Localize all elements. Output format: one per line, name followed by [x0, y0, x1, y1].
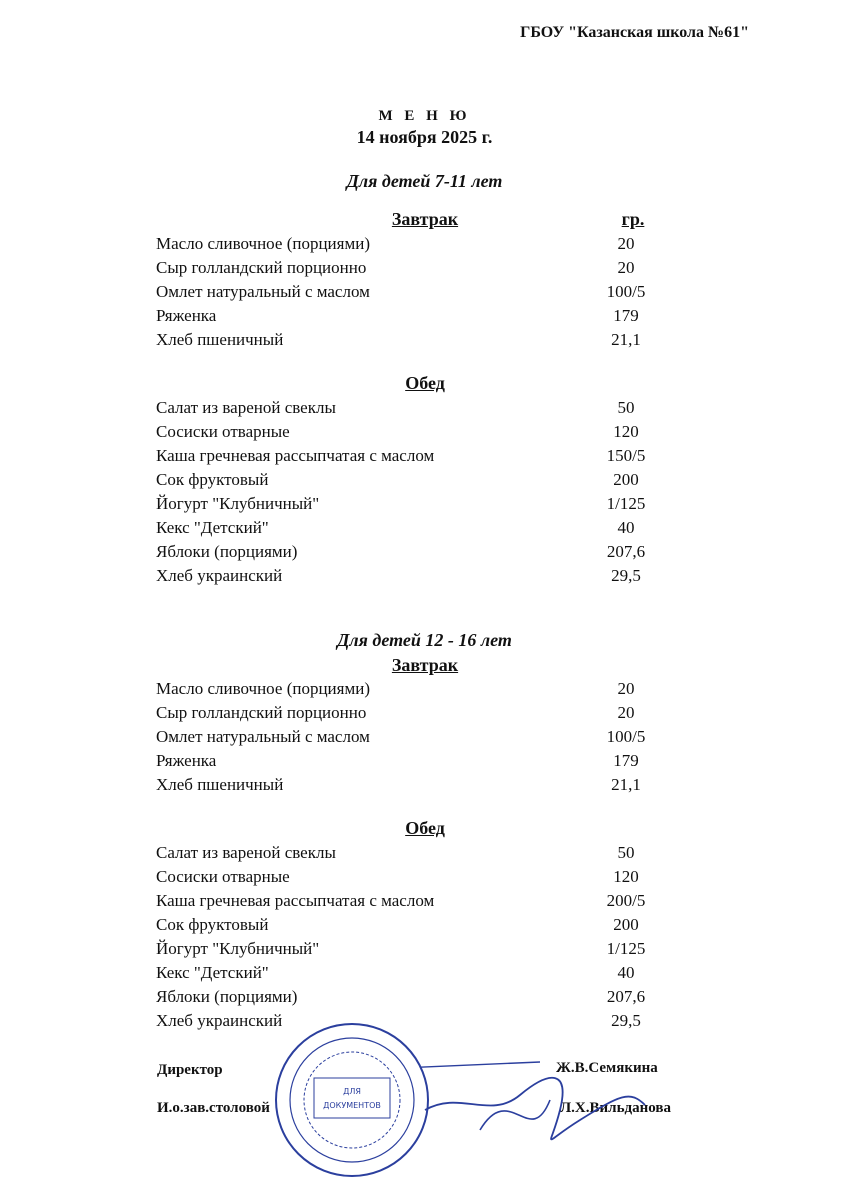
dish-name: Масло сливочное (порциями) — [156, 679, 370, 698]
dish-name: Хлеб пшеничный — [156, 775, 284, 794]
meal-list — [156, 396, 676, 588]
stamp-outer-ring — [276, 1024, 428, 1176]
dish-name: Кекс "Детский" — [156, 518, 269, 537]
director-name: Ж.В.Семякина — [556, 1060, 658, 1076]
menu-row — [156, 444, 676, 468]
dish-qty: 29,5 — [611, 566, 641, 585]
menu-row — [156, 725, 676, 749]
dish-qty: 21,1 — [611, 775, 641, 794]
menu-row — [156, 516, 676, 540]
menu-row — [156, 232, 676, 256]
menu-title: М Е Н Ю — [378, 108, 471, 124]
menu-row — [156, 280, 676, 304]
stamp-inner-ring — [304, 1052, 400, 1148]
menu-row — [156, 304, 676, 328]
dish-qty: 207,6 — [606, 542, 646, 561]
dish-name: Каша гречневая рассыпчатая с маслом — [156, 446, 435, 465]
menu-row — [156, 913, 676, 937]
meal-list — [156, 841, 676, 1033]
dish-qty: 50 — [617, 398, 635, 417]
dish-qty: 40 — [617, 963, 635, 982]
signature-stroke — [420, 1062, 540, 1068]
dish-qty: 200/5 — [606, 891, 646, 910]
dish-qty: 40 — [617, 518, 635, 537]
dish-qty: 20 — [617, 258, 635, 277]
menu-row — [156, 328, 676, 352]
dish-name: Сосиски отварные — [156, 867, 290, 886]
dish-name: Ряженка — [156, 751, 217, 770]
menu-row — [156, 540, 676, 564]
dish-qty: 120 — [613, 867, 639, 886]
dish-name: Салат из вареной свеклы — [156, 398, 336, 417]
dish-qty: 1/125 — [606, 939, 646, 958]
dish-name: Масло сливочное (порциями) — [156, 234, 370, 253]
dish-qty: 20 — [617, 679, 635, 698]
canteen-head-label: И.о.зав.столовой — [157, 1100, 270, 1116]
dish-qty: 100/5 — [606, 282, 646, 301]
menu-row — [156, 985, 676, 1009]
dish-qty: 207,6 — [606, 987, 646, 1006]
signature-stroke — [425, 1078, 645, 1140]
dish-name: Хлеб украинский — [156, 1011, 283, 1030]
dish-qty: 50 — [617, 843, 635, 862]
dish-name: Хлеб пшеничный — [156, 330, 284, 349]
dish-name: Омлет натуральный с маслом — [156, 282, 370, 301]
dish-qty: 100/5 — [606, 727, 646, 746]
meal-list — [156, 677, 676, 797]
dish-name: Яблоки (порциями) — [156, 542, 298, 561]
dish-name: Йогурт "Клубничный" — [156, 494, 320, 513]
dish-name: Яблоки (порциями) — [156, 987, 298, 1006]
menu-row — [156, 468, 676, 492]
dish-name: Омлет натуральный с маслом — [156, 727, 370, 746]
meal-heading-breakfast: Завтрак — [391, 655, 459, 675]
stamp-middle-ring — [290, 1038, 414, 1162]
dish-name: Ряженка — [156, 306, 217, 325]
age-group-heading: Для детей 12 - 16 лет — [337, 630, 512, 650]
menu-row — [156, 961, 676, 985]
dish-qty: 20 — [617, 234, 635, 253]
dish-qty: 1/125 — [606, 494, 646, 513]
signature-stroke — [480, 1100, 550, 1130]
menu-row — [156, 420, 676, 444]
dish-name: Сосиски отварные — [156, 422, 290, 441]
meal-heading-lunch: Обед — [405, 373, 445, 393]
menu-row — [156, 677, 676, 701]
menu-row — [156, 256, 676, 280]
meal-heading-lunch: Обед — [405, 818, 445, 838]
stamp-center-box — [314, 1078, 390, 1118]
dish-name: Хлеб украинский — [156, 566, 283, 585]
stamp-text: ДЛЯ — [343, 1087, 361, 1096]
menu-row — [156, 889, 676, 913]
dish-qty: 179 — [613, 306, 639, 325]
menu-row — [156, 937, 676, 961]
dish-name: Сыр голландский порционно — [156, 703, 367, 722]
dish-qty: 21,1 — [611, 330, 641, 349]
stamp-text: ДОКУМЕНТОВ — [323, 1101, 381, 1110]
menu-row — [156, 701, 676, 725]
dish-qty: 200 — [613, 470, 639, 489]
dish-name: Кекс "Детский" — [156, 963, 269, 982]
menu-row — [156, 396, 676, 420]
dish-name: Сок фруктовый — [156, 470, 269, 489]
dish-name: Йогурт "Клубничный" — [156, 939, 320, 958]
canteen-head-name: Л.Х.Вильданова — [560, 1100, 671, 1116]
signature-scribble — [420, 1050, 650, 1160]
dish-name: Сыр голландский порционно — [156, 258, 367, 277]
dish-qty: 200 — [613, 915, 639, 934]
menu-row — [156, 564, 676, 588]
menu-row — [156, 492, 676, 516]
menu-date: 14 ноября 2025 г. — [356, 127, 493, 147]
official-stamp — [272, 1020, 432, 1180]
unit-label: гр. — [621, 209, 645, 229]
dish-qty: 179 — [613, 751, 639, 770]
menu-row — [156, 865, 676, 889]
meal-list — [156, 232, 676, 352]
meal-heading-breakfast: Завтрак — [391, 209, 459, 229]
age-group-heading: Для детей 7-11 лет — [346, 171, 503, 191]
dish-name: Салат из вареной свеклы — [156, 843, 336, 862]
dish-qty: 150/5 — [606, 446, 646, 465]
dish-qty: 29,5 — [611, 1011, 641, 1030]
dish-qty: 20 — [617, 703, 635, 722]
dish-name: Сок фруктовый — [156, 915, 269, 934]
dish-qty: 120 — [613, 422, 639, 441]
director-label: Директор — [157, 1062, 223, 1078]
menu-row — [156, 773, 676, 797]
dish-name: Каша гречневая рассыпчатая с маслом — [156, 891, 435, 910]
menu-row — [156, 841, 676, 865]
menu-row — [156, 749, 676, 773]
school-name: ГБОУ "Казанская школа №61" — [520, 24, 749, 41]
